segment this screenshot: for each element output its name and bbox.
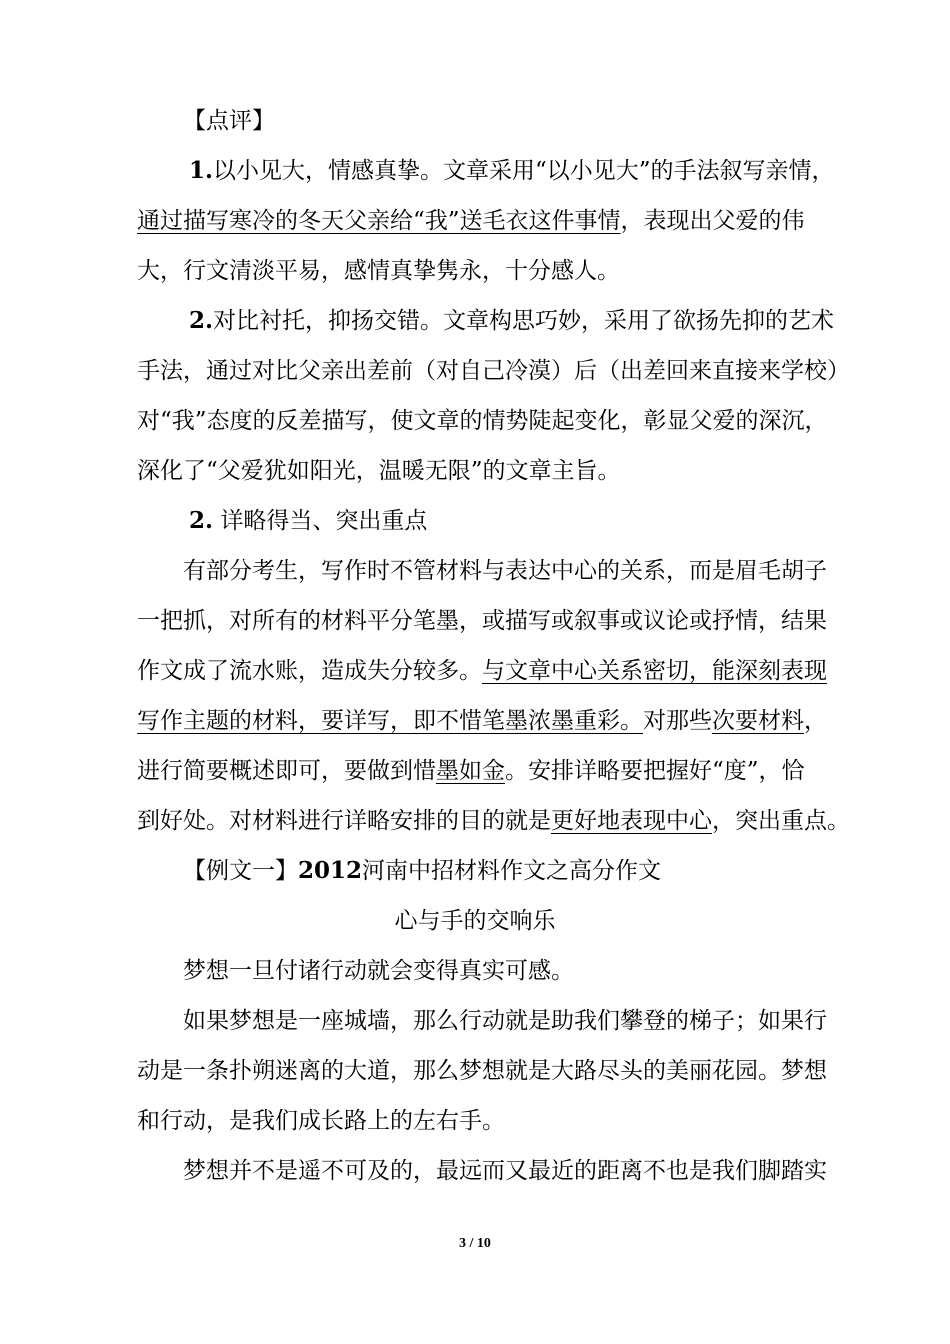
section-2-line-3: 作文成了流水账，造成失分较多。与文章中心关系密切，能深刻表现 [137,658,827,684]
section-2-heading: 2. 详略得当、突出重点 [189,507,428,534]
point-number: 1. [189,157,214,184]
section-2-line-2: 一把抓，对所有的材料平分笔墨，或描写或叙事或议论或抒情，结果 [137,608,827,634]
essay-paragraph-1: 梦想一旦付诸行动就会变得真实可感。 [183,958,574,984]
underlined-text: 与文章中心关系密切，能深刻表现 [482,658,827,684]
essay-paragraph-2-line-1: 如果梦想是一座城墙，那么行动就是助我们攀登的梯子；如果行 [183,1008,827,1034]
review-point-1-line-3: 大，行文清淡平易，感情真挚隽永，十分感人。 [137,258,620,284]
example-heading: 【例文一】2012河南中招材料作文之高分作文 [183,857,662,884]
underlined-text: 墨如金 [436,758,505,784]
review-point-2-line-2: 手法，通过对比父亲出差前（对自己冷漠）后（出差回来直接来学校） [137,358,850,384]
review-point-2-line-4: 深化了“父爱犹如阳光，温暖无限”的文章主旨。 [137,458,621,484]
review-point-1-line-1: 1.以小见大，情感真挚。文章采用“以小见大”的手法叙写亲情， [189,157,835,184]
essay-paragraph-2-line-2: 动是一条扑朔迷离的大道，那么梦想就是大路尽头的美丽花园。梦想 [137,1058,827,1084]
underlined-text: 通过描写寒冷的冬天父亲给“我”送毛衣这件事情 [137,208,621,234]
essay-paragraph-2-line-3: 和行动，是我们成长路上的左右手。 [137,1108,505,1134]
section-number: 2. [189,507,214,534]
section-2-line-4: 写作主题的材料，要详写，即不惜笔墨浓墨重彩。对那些次要材料， [137,708,827,734]
section-2-line-6: 到好处。对材料进行详略安排的目的就是更好地表现中心，突出重点。 [137,808,850,834]
review-point-2-line-3: 对“我”态度的反差描写，使文章的情势陡起变化，彰显父爱的深沉， [137,408,828,434]
essay-paragraph-3-line-1: 梦想并不是遥不可及的，最远而又最近的距离不也是我们脚踏实 [183,1158,827,1184]
underlined-text: 次要材料 [712,708,804,734]
section-2-line-1: 有部分考生，写作时不管材料与表达中心的关系，而是眉毛胡子 [183,558,827,584]
page-number: 3 / 10 [459,1236,491,1251]
review-point-1-line-2: 通过描写寒冷的冬天父亲给“我”送毛衣这件事情，表现出父爱的伟 [137,208,805,234]
example-year: 2012 [298,857,363,884]
essay-title: 心与手的交响乐 [394,908,556,934]
review-point-2-line-1: 2.对比衬托，抑扬交错。文章构思巧妙，采用了欲扬先抑的艺术 [189,307,835,334]
underlined-text: 更好地表现中心 [551,808,712,834]
review-heading: 【点评】 [183,108,275,134]
underlined-text: 写作主题的材料，要详写，即不惜笔墨浓墨重彩。 [137,708,643,734]
point-number: 2. [189,307,214,334]
section-2-line-5: 进行简要概述即可，要做到惜墨如金。安排详略要把握好“度”，恰 [137,758,805,784]
